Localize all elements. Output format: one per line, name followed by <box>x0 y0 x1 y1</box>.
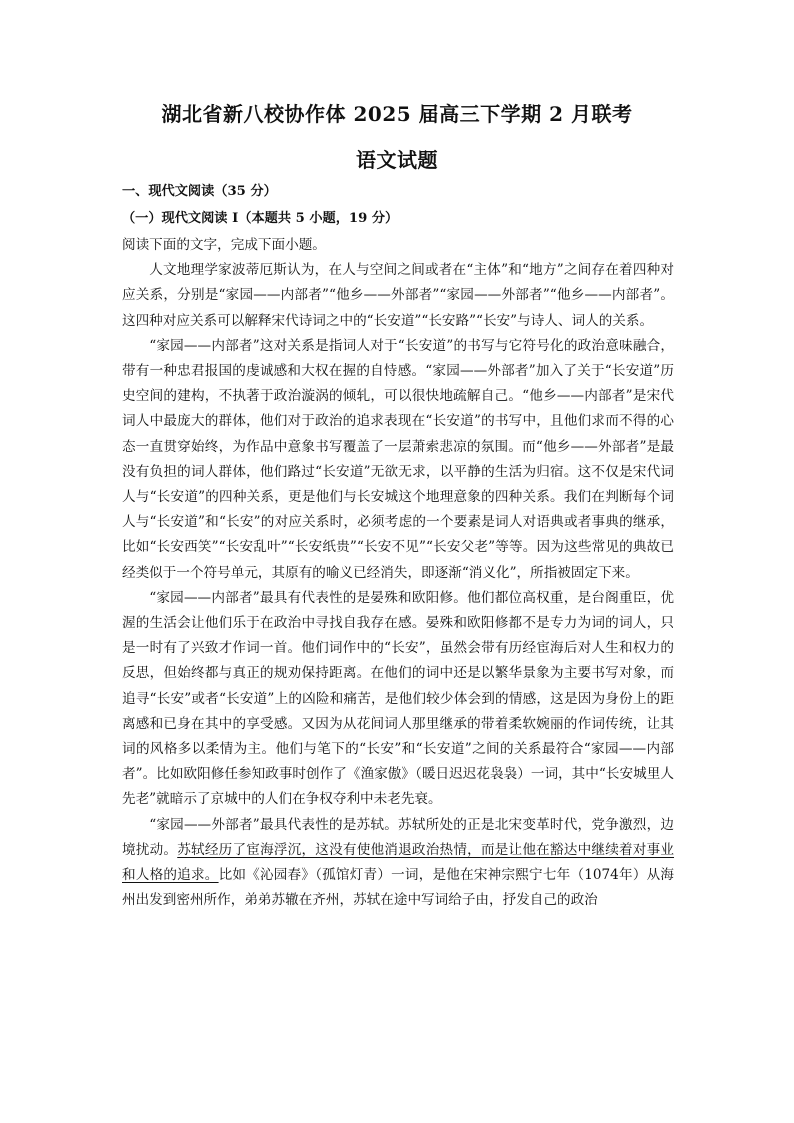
section-subheading: （一）现代文阅读 I（本题共 5 小题，19 分） <box>122 211 399 226</box>
reading-passage <box>122 233 674 913</box>
underlined-sentence: 苏轼经历了宦海浮沉，这没有使他消退政治热情，而是让他在豁达中继续着对事业和人格的追求。 <box>122 841 675 884</box>
passage-paragraph-3: “家园——内部者”最具有代表性的是晏殊和欧阳修。他们都位高权重，是台阁重臣，优渥的生活会让他们乐于在政治中寻找自我存在感。晏殊和欧阳修都不是专力为词的词人，只是一时有了兴致才作词一首。他们词作中的“长安”，虽然会带有历经宦海后对人生和权力的反思，但始终都与真正的规劝保持距离。在他们的词中还是以繁华景象为主要书写对象，而追寻“长安”或者“长安道”上的凶险和痛苦，是他们较少体会到的情感，这是因为身份上的距离感和已身在其中的享受感。又因为从花间词人那里继承的带着柔软婉丽的作词传统，让其词的风格多以柔情为主。他们与笔下的“长安”和“长安道”之间的关系最符合“家园——内部者”。比如欧阳修任参知政事时创作了《渔家傲》（暖日迟迟花袅袅）一词，其中“长安城里人先老”就暗示了京城中的人们在争权夺利中未老先衰。 <box>122 589 674 808</box>
paragraph-4-rest: 比如《沁园春》（孤馆灯青）一词，是他在宋神宗熙宁七年（1074年）从海州出发到密州所作，弟弟苏辙在齐州，苏轼在途中写词给子由，抒发自己的政治 <box>122 867 675 909</box>
section-heading: 一、现代文阅读（35 分） <box>122 184 277 199</box>
instructions: 阅读下面的文字，完成下面小题。 <box>122 237 326 253</box>
exam-title: 湖北省新八校协作体 2025 届高三下学期 2 月联考 <box>161 102 633 126</box>
passage-paragraph-1: 人文地理学家波蒂厄斯认为，在人与空间之间或者在“主体”和“地方”之间存在着四种对应关系，分别是“家园——内部者”“他乡——外部者”“家园——外部者”“他乡——内部者”。这四种对应关系可以解释宋代诗词之中的“长安道”“长安路”“长安”与诗人、词人的关系。 <box>122 262 674 329</box>
passage-paragraph-2: “家园——内部者”这对关系是指词人对于“长安道”的书写与它符号化的政治意味融合，带有一种忠君报国的虔诚感和大权在握的自恃感。“家园——外部者”加入了关于“长安道”历史空间的建构，不执著于政治漩涡的倾轧，可以很快地疏解自己。“他乡——内部者”是宋代词人中最庞大的群体，他们对于政治的追求表现在“长安道”的书写中，且他们求而不得的心态一直贯穿始终，为作品中意象书写覆盖了一层萧索悲凉的氛围。而“他乡——外部者”是最没有负担的词人群体，他们路过“长安道”无欲无求，以平静的生活为归宿。这不仅是宋代词人与“长安道”的四种关系，更是他们与长安城这个地理意象的四种关系。我们在判断每个词人与“长安道”和“长安”的对应关系时，必须考虑的一个要素是词人对语典或者事典的继承，比如“长安西笑”“长安乱叶”“长安纸贵”“长安不见”“长安父老”等等。因为这些常见的典故已经类似于一个符号单元，其原有的喻义已经消失，即逐渐“消义化”，所指被固定下来。 <box>122 337 674 581</box>
paragraph-4-intro: “家园——外部者”最具代表性的是苏轼。苏轼所处的正是北宋变革时代，党争激烈，边境扰动。 <box>122 816 674 858</box>
passage-paragraph-4 <box>122 813 674 914</box>
exam-subtitle: 语文试题 <box>356 148 438 172</box>
